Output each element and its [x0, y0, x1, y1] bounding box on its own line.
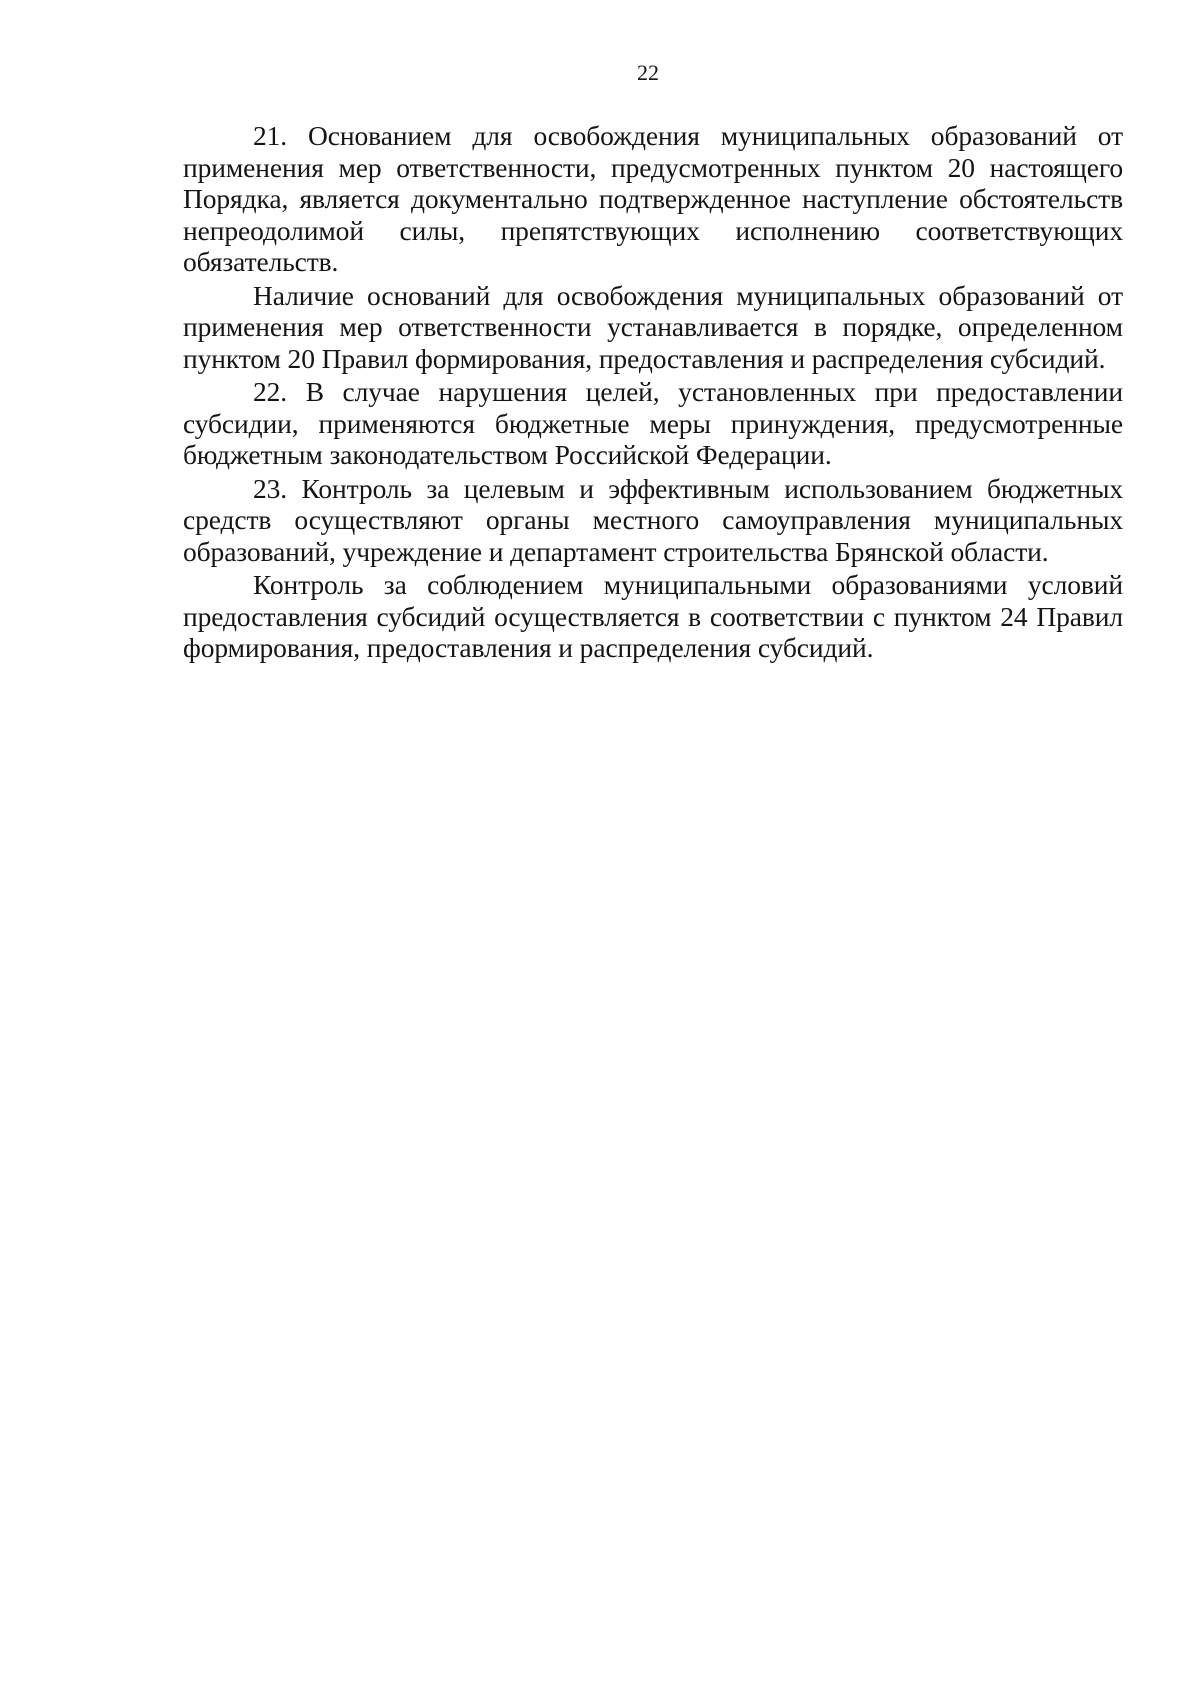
paragraph-21-continued: Наличие оснований для освобождения муниципальных образований от применения мер ответственности устанавливается в порядке, определенном пунктом 20 Правил формирования, предоставления и распределения субсидий. [183, 279, 1123, 374]
paragraph-23-continued: Контроль за соблюдением муниципальными образованиями условий предоставления субсидий осуществляется в соответствии с пунктом 24 Правил формирования, предоставления и распределения субсидий. [183, 569, 1123, 663]
document-body [183, 120, 1123, 664]
paragraph-21: 21. Основанием для освобождения муниципальных образований от применения мер ответственности, предусмотренных пунктом 20 настоящего Порядка, является документально подтвержденное наступление обстоятельств непреодолимой силы, препятствующих исполнению соответствующих обязательств. [183, 120, 1123, 277]
page-number: 22 [637, 60, 659, 85]
paragraph-22: 22. В случае нарушения целей, установленных при предоставлении субсидии, применяются бюджетные меры принуждения, предусмотренные бюджетным законодательством Российской Федерации. [183, 376, 1123, 470]
paragraph-23: 23. Контроль за целевым и эффективным использованием бюджетных средств осуществляют органы местного самоуправления муниципальных образований, учреждение и департамент строительства Брянской области. [183, 472, 1123, 567]
